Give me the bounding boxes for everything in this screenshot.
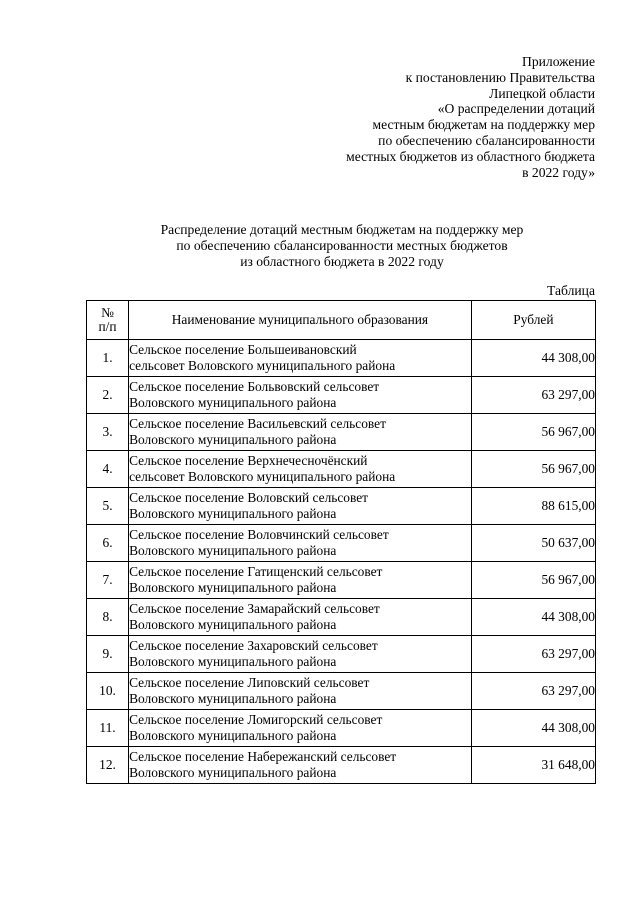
row-number: 2.: [87, 377, 129, 414]
row-name-line2: Воловского муниципального района: [129, 395, 337, 410]
row-amount: 50 637,00: [471, 525, 595, 562]
row-municipality-name: [129, 747, 472, 784]
table-row: [87, 747, 596, 784]
row-number: 8.: [87, 599, 129, 636]
appendix-header: [346, 54, 595, 180]
row-number: 5.: [87, 488, 129, 525]
document-title: [100, 222, 584, 269]
table-row: [87, 414, 596, 451]
row-name-line2: Воловского муниципального района: [129, 765, 337, 780]
table-row: [87, 451, 596, 488]
row-number: 3.: [87, 414, 129, 451]
row-number: 9.: [87, 636, 129, 673]
row-amount: 31 648,00: [471, 747, 595, 784]
row-name-line1: Сельское поселение Васильевский сельсовет: [129, 416, 386, 432]
row-municipality-name: [129, 525, 472, 562]
table-row: [87, 710, 596, 747]
row-amount: 88 615,00: [471, 488, 595, 525]
row-number: 12.: [87, 747, 129, 784]
row-municipality-name: [129, 414, 472, 451]
table-header-row: [87, 301, 596, 340]
row-name-line1: Сельское поселение Гатищенский сельсовет: [129, 564, 383, 580]
header-name: Наименование муниципального образования: [129, 301, 472, 340]
row-name-line2: Воловского муниципального района: [129, 543, 337, 558]
appendix-line: Приложение: [522, 54, 595, 69]
table-row: [87, 488, 596, 525]
table-row: [87, 562, 596, 599]
row-municipality-name: [129, 340, 472, 377]
table-row: [87, 636, 596, 673]
title-line: по обеспечению сбалансированности местных бюджетов: [176, 237, 508, 253]
table-row: [87, 377, 596, 414]
row-number: 11.: [87, 710, 129, 747]
table-row: [87, 525, 596, 562]
row-municipality-name: [129, 710, 472, 747]
header-amount: Рублей: [471, 301, 595, 340]
row-amount: 56 967,00: [471, 414, 595, 451]
row-municipality-name: [129, 377, 472, 414]
row-number: 6.: [87, 525, 129, 562]
row-amount: 44 308,00: [471, 599, 595, 636]
row-name-line2: Воловского муниципального района: [129, 654, 337, 669]
row-name-line1: Сельское поселение Ломигорский сельсовет: [129, 712, 383, 728]
row-name-line2: сельсовет Воловского муниципального района: [129, 469, 396, 484]
row-name-line1: Сельское поселение Липовский сельсовет: [129, 675, 370, 691]
row-amount: 63 297,00: [471, 377, 595, 414]
table-row: [87, 340, 596, 377]
row-municipality-name: [129, 673, 472, 710]
table-body: [87, 340, 596, 784]
appendix-line: местным бюджетам на поддержку мер: [372, 117, 595, 133]
appendix-line: «О распределении дотаций: [437, 101, 595, 117]
row-name-line2: сельсовет Воловского муниципального района: [129, 358, 396, 373]
row-name-line1: Сельское поселение Верхнечесночёнский: [129, 453, 368, 469]
row-number: 10.: [87, 673, 129, 710]
appendix-line: к постановлению Правительства: [405, 69, 595, 85]
row-amount: 63 297,00: [471, 636, 595, 673]
table-label: Таблица: [547, 283, 595, 298]
row-name-line1: Сельское поселение Захаровский сельсовет: [129, 638, 378, 654]
distribution-table: [86, 300, 596, 784]
table-row: [87, 599, 596, 636]
row-name-line2: Воловского муниципального района: [129, 617, 337, 632]
title-line: Распределение дотаций местным бюджетам на поддержку мер: [160, 222, 524, 237]
row-municipality-name: [129, 599, 472, 636]
row-amount: 56 967,00: [471, 451, 595, 488]
appendix-line: местных бюджетов из областного бюджета: [346, 148, 595, 164]
header-number-line2: п/п: [98, 319, 117, 334]
row-municipality-name: [129, 451, 472, 488]
row-name-line1: Сельское поселение Большеивановский: [129, 342, 357, 358]
row-amount: 63 297,00: [471, 673, 595, 710]
row-name-line2: Воловского муниципального района: [129, 728, 337, 743]
row-number: 1.: [87, 340, 129, 377]
title-line: из областного бюджета в 2022 году: [240, 253, 444, 269]
row-municipality-name: [129, 562, 472, 599]
row-amount: 44 308,00: [471, 710, 595, 747]
row-number: 7.: [87, 562, 129, 599]
row-name-line2: Воловского муниципального района: [129, 432, 337, 447]
row-number: 4.: [87, 451, 129, 488]
row-amount: 44 308,00: [471, 340, 595, 377]
row-name-line2: Воловского муниципального района: [129, 580, 337, 595]
appendix-line: по обеспечению сбалансированности: [378, 132, 595, 148]
row-name-line1: Сельское поселение Воловчинский сельсовет: [129, 527, 389, 543]
table-row: [87, 673, 596, 710]
header-number: [87, 301, 129, 340]
row-amount: 56 967,00: [471, 562, 595, 599]
row-municipality-name: [129, 636, 472, 673]
row-name-line1: Сельское поселение Больвовский сельсовет: [129, 379, 380, 395]
row-name-line1: Сельское поселение Набережанский сельсовет: [129, 749, 397, 765]
appendix-line: Липецкой области: [489, 85, 595, 101]
row-name-line1: Сельское поселение Замарайский сельсовет: [129, 601, 380, 617]
appendix-line: в 2022 году»: [522, 164, 595, 180]
header-number-line1: №: [101, 305, 114, 320]
row-name-line1: Сельское поселение Воловский сельсовет: [129, 490, 369, 506]
row-name-line2: Воловского муниципального района: [129, 691, 337, 706]
row-name-line2: Воловского муниципального района: [129, 506, 337, 521]
row-municipality-name: [129, 488, 472, 525]
